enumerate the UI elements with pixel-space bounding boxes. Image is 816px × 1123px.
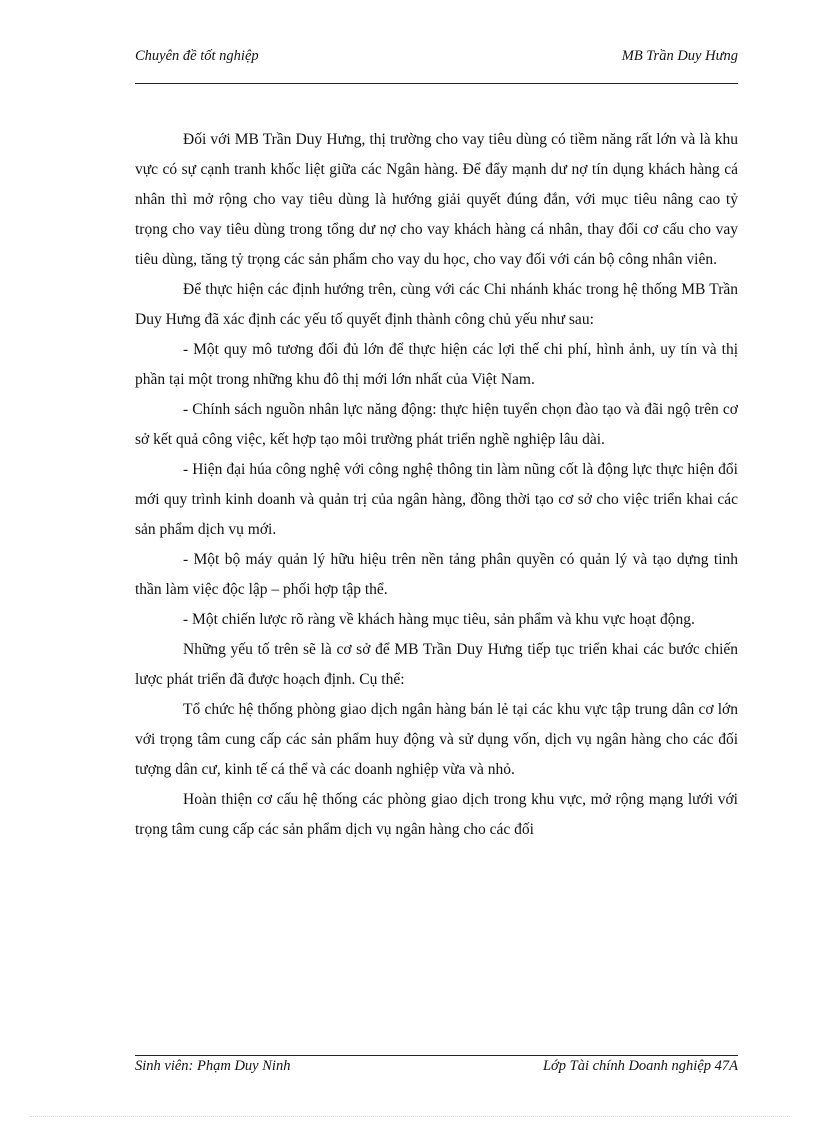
header-branch-name: MB Trần Duy Hưng <box>621 48 738 64</box>
paragraph: Tổ chức hệ thống phòng giao dịch ngân hàng bán lẻ tại các khu vực tập trung dân cơ lớn với trọng tâm cung cấp các sản phẩm huy động và sử dụng vốn, dịch vụ ngân hàng cho các đối tượng dân cư, kinh tế cá thể và các doanh nghiệp vừa và nhỏ. <box>135 701 738 778</box>
paragraph: - Chính sách nguồn nhân lực năng động: thực hiện tuyển chọn đào tạo và đãi ngộ trên cơ sở kết quả công việc, kết hợp tạo môi trường phát triển nghề nghiệp lâu dài. <box>135 401 738 448</box>
footer-rule <box>135 1055 738 1056</box>
paragraph: Để thực hiện các định hướng trên, cùng với các Chi nhánh khác trong hệ thống MB Trần Duy Hưng đã xác định các yếu tố quyết định thành công chủ yếu như sau: <box>135 281 738 328</box>
paragraph: - Hiện đại húa công nghệ với công nghệ thông tin làm nũng cốt là động lực thực hiện đổi mới quy trình kinh doanh và quản trị của ngân hàng, đồng thời tạo cơ sở cho việc triển khai các sản phẩm dịch vụ mới. <box>135 461 738 538</box>
header-rule <box>135 83 738 84</box>
paragraph: - Một bộ máy quản lý hữu hiệu trên nền tảng phân quyền có quản lý và tạo dựng tinh thần làm việc độc lập – phối hợp tập thể. <box>135 551 738 598</box>
page-edge-divider <box>30 1116 790 1117</box>
body-text <box>135 125 738 845</box>
footer-class-name: Lớp Tài chính Doanh nghiệp 47A <box>542 1058 738 1074</box>
page-footer <box>135 1058 738 1080</box>
paragraph: Những yếu tố trên sẽ là cơ sở để MB Trần Duy Hưng tiếp tục triển khai các bước chiến lược phát triển đã được hoạch định. Cụ thể: <box>135 641 738 688</box>
paragraph: - Một quy mô tương đối đủ lớn để thực hiện các lợi thế chi phí, hình ảnh, uy tín và thị phần tại một trong những khu đô thị mới lớn nhất của Việt Nam. <box>135 341 738 388</box>
paragraph: - Một chiến lược rõ ràng về khách hàng mục tiêu, sản phẩm và khu vực hoạt động. <box>183 611 695 628</box>
header-document-title: Chuyên đề tốt nghiệp <box>135 48 259 64</box>
paragraph: Hoàn thiện cơ cấu hệ thống các phòng giao dịch trong khu vực, mở rộng mạng lưới với trọng tâm cung cấp các sản phẩm dịch vụ ngân hàng cho các đối <box>135 791 738 838</box>
page-header <box>135 48 738 70</box>
paragraph: Đối với MB Trần Duy Hưng, thị trường cho vay tiêu dùng có tiềm năng rất lớn và là khu vực có sự cạnh tranh khốc liệt giữa các Ngân hàng. Để đẩy mạnh dư nợ tín dụng khách hàng cá nhân thì mở rộng cho vay tiêu dùng là hướng giải quyết đúng đắn, với mục tiêu nâng cao tỷ trọng cho vay tiêu dùng trong tổng dư nợ cho vay khách hàng cá nhân, thay đổi cơ cấu cho vay tiêu dùng, tăng tỷ trọng các sản phẩm cho vay du học, cho vay đối với cán bộ công nhân viên. <box>135 131 738 268</box>
footer-student-name: Sinh viên: Phạm Duy Ninh <box>135 1058 291 1074</box>
